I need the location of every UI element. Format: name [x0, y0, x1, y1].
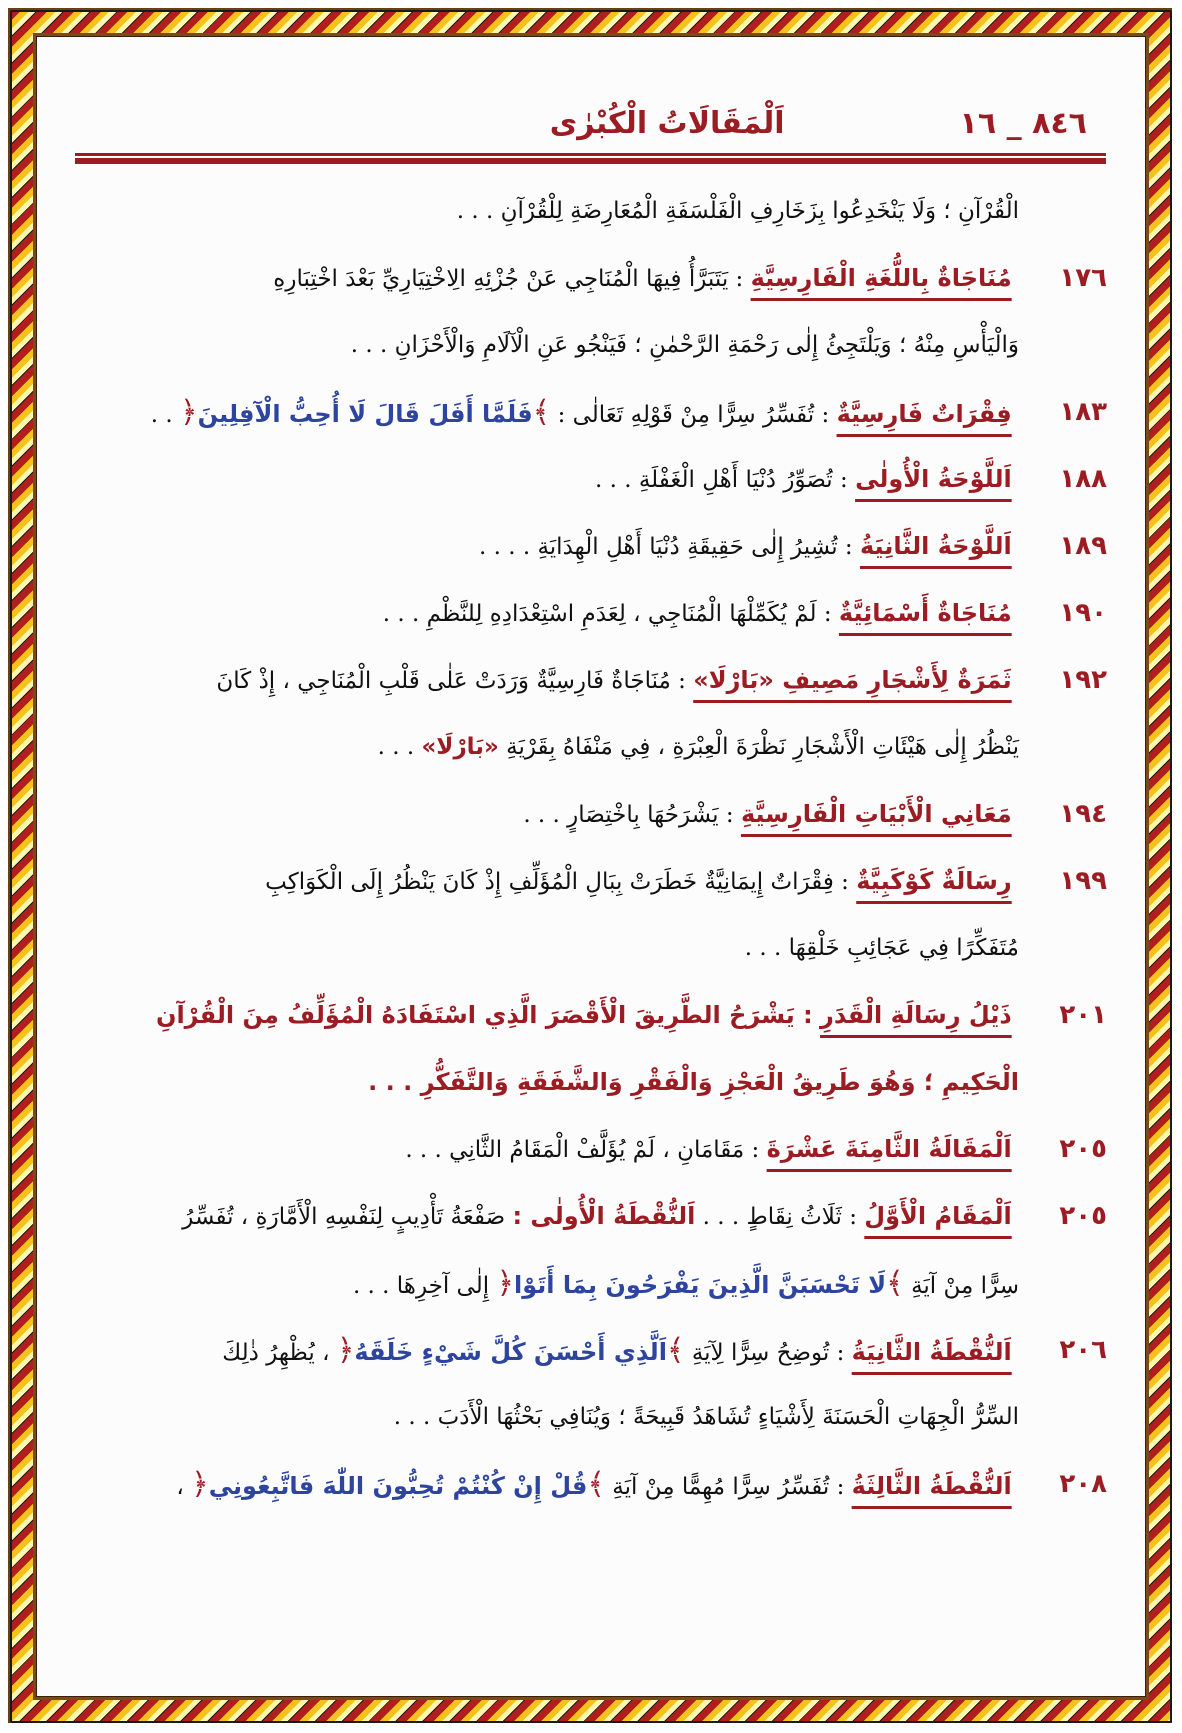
entry-heading: ثَمَرَةٌ لِأَشْجَارِ مَصِيفِ «بَارْلَا» [693, 666, 1012, 694]
entry-page-number: ٢٠٥ [1059, 1201, 1107, 1231]
entry-text: : تُفَسِّرُ سِرًّا مِنْ قَوْلِهِ تَعَالٰى : [557, 402, 830, 428]
entry-text: : مَقَامَانِ ، لَمْ يُؤَلَّفْ الْمَقَامُ الثَّانِي . . . [405, 1137, 760, 1163]
entry-text: يَنْظُرُ إِلٰى هَيْئَاتِ الْأَشْجَارِ نَظْرَةَ الْعِبْرَةِ ، فِي مَنْفَاهُ بِقَرْيَةِ [506, 734, 1019, 760]
entry-text: : تُشِيرُ إِلٰى حَقِيقَةِ دُنْيَا أَهْلِ الْهِدَايَةِ . . . . [478, 534, 853, 560]
entry-text: الْقُرْآنِ ؛ وَلَا يَنْخَدِعُوا بِزَخَارِفِ الْفَلْسَفَةِ الْمُعَارِضَةِ لِلْقُرْآنِ . . . [456, 198, 1019, 224]
book-title: اَلْمَقَالَاتُ الْكُبْرٰى [549, 105, 785, 141]
ayah-close-bracket-icon: ﴿ [179, 395, 198, 430]
entry-201 [75, 982, 1107, 1049]
entry-text: : لَمْ يُكَمِّلْهَا الْمُنَاجِي ، لِعَدَمِ اسْتِعْدَادِهِ لِلنَّظْمِ . . . [382, 601, 832, 627]
entry-text: مُتَفَكِّرًا فِي عَجَائِبِ خَلْقِهَا . . . [744, 935, 1019, 961]
entry-text: : يَتَبَرَّأُ فِيهَا الْمُنَاجِي عَنْ جُزْئِهِ الِاخْتِيَارِيِّ بَعْدَ اخْتِبَارِهِ [273, 266, 744, 292]
entry-page-number: ٢٠٨ [1059, 1469, 1107, 1499]
entry-text: : فِقْرَاتٌ إِيمَانِيَّةٌ خَطَرَتْ بِبَالِ الْمُؤَلِّفِ إِذْ كَانَ يَنْظُرُ إِلَى الْكَوَاكِبِ [265, 869, 849, 895]
entry-page-number: ٢٠٥ [1059, 1134, 1107, 1164]
ayah-open-bracket-icon: ﴾ [587, 1467, 605, 1502]
entry-text: سِرًّا مِنْ آيَةِ [911, 1273, 1019, 1299]
entry-208 [75, 1451, 1107, 1518]
entry-page-number: ٢٠٦ [1059, 1335, 1107, 1365]
ayah-open-bracket-icon: ﴾ [886, 1266, 904, 1301]
index-entries [75, 178, 1107, 1518]
entry-text: الْحَكِيمِ ؛ وَهُوَ طَرِيقُ الْعَجْزِ وَالْفَقْرِ وَالشَّفَقَةِ وَالتَّفَكُّرِ . . . [368, 1068, 1019, 1096]
entry-continuation [75, 178, 1107, 245]
page-number: ٨٤٦ _ ١٦ [959, 105, 1087, 141]
entry-189 [75, 513, 1107, 580]
entry-heading: اَللَّوْحَةُ الثَّانِيَةُ [859, 532, 1012, 560]
place-name-barla: «بَارْلَا» [421, 734, 499, 760]
header-rule-thick [75, 158, 1106, 164]
entry-text: : تُوضِحُ سِرًّا لِآيَةِ [691, 1340, 845, 1366]
entry-page-number: ٢٠١ [1059, 1000, 1107, 1030]
entry-heading: ذَيْلُ رِسَالَةِ الْقَدَرِ [820, 1001, 1012, 1029]
entry-201-line-2 [75, 1049, 1107, 1116]
entry-page-number: ١٨٩ [1059, 531, 1107, 561]
entry-text-after: إِلٰى آخِرِهَا . . . [352, 1273, 490, 1299]
entry-205-line-2 [75, 1250, 1107, 1317]
entry-heading: مَعَانِي الْأَبْيَاتِ الْفَارِسِيَّةِ [740, 800, 1012, 828]
entry-194 [75, 781, 1107, 848]
entry-183 [75, 379, 1107, 446]
quran-verse: اَلَّذِي أَحْسَنَ كُلَّ شَيْءٍ خَلَقَهُ [354, 1338, 667, 1366]
entry-heading: اَللَّوْحَةُ الْأُولٰى [855, 465, 1012, 493]
entry-page-number: ١٩٢ [1059, 665, 1107, 695]
ayah-close-bracket-icon: ﴿ [496, 1266, 515, 1301]
page-header [75, 98, 1107, 148]
entry-text: : تُفَسِّرُ سِرًّا مُهِمًّا مِنْ آيَةِ [612, 1474, 845, 1500]
ayah-open-bracket-icon: ﴾ [532, 395, 551, 430]
entry-206-line-2 [75, 1384, 1107, 1451]
entry-205-article [75, 1116, 1107, 1183]
entry-text: وَالْيَأْسِ مِنْهُ ؛ وَيَلْتَجِئُ إِلٰى رَحْمَةِ الرَّحْمٰنِ ؛ فَيَنْجُو عَنِ الْآلَامِ وَالْأَحْزَانِ . . . [350, 332, 1019, 358]
entry-176-line-2 [75, 312, 1107, 379]
entry-page-number: ١٩٩ [1059, 866, 1107, 896]
quran-verse: فَلَمَّا أَفَلَ قَالَ لَا أُحِبُّ الْآفِلِينَ [197, 400, 533, 428]
quran-verse: لَا تَحْسَبَنَّ الَّذِينَ يَفْرَحُونَ بِمَا أَتَوْا [514, 1271, 887, 1299]
entry-192 [75, 647, 1107, 714]
ayah-close-bracket-icon: ﴿ [336, 1333, 355, 1368]
ayah-open-bracket-icon: ﴾ [666, 1333, 685, 1368]
entry-text: : يَشْرَحُهَا بِاخْتِصَارٍ . . . [523, 802, 734, 828]
entry-page-number: ١٨٨ [1059, 464, 1107, 494]
entry-206 [75, 1317, 1107, 1384]
entry-page-number: ١٧٦ [1059, 263, 1107, 293]
entry-heading: اَلنُّقْطَةُ الثَّانِيَةُ [851, 1338, 1012, 1366]
ayah-close-bracket-icon: ﴿ [191, 1467, 209, 1502]
entry-text-after: ، يُظْهِرُ ذٰلِكَ [222, 1340, 330, 1366]
entry-page-number: ١٩٤ [1059, 799, 1107, 829]
entry-text: : ثَلَاثُ نِقَاطٍ . . . [702, 1204, 857, 1230]
entry-text: السِّرُّ الْجِهَاتِ الْحَسَنَةَ لِأَشْيَاءٍ تُشَاهَدُ قَبِيحَةً ؛ وَيُنَافِي بَحْثُهَا الْأَدَبَ . . . [393, 1404, 1019, 1430]
entry-heading: اَلنُّقْطَةُ الثَّالِثَةُ [851, 1472, 1012, 1500]
entry-188 [75, 446, 1107, 513]
entry-text-after: . . . [377, 734, 415, 760]
entry-190 [75, 580, 1107, 647]
entry-heading: مُنَاجَاةٌ بِاللُّغَةِ الْفَارِسِيَّةِ [750, 264, 1012, 292]
entry-192-line-2 [75, 714, 1107, 781]
entry-subheading: اَلنُّقْطَةُ الْأُولٰى : [512, 1202, 696, 1230]
entry-page-number: ١٩٠ [1059, 598, 1107, 628]
entry-heading: مُنَاجَاةٌ أَسْمَائِيَّةٌ [838, 599, 1012, 627]
entry-199-line-2 [75, 915, 1107, 982]
quran-verse: قُلْ إِنْ كُنْتُمْ تُحِبُّونَ اللّٰهَ فَاتَّبِعُونِي [208, 1472, 588, 1500]
entry-heading: فِقْرَاتٌ فَارِسِيَّةٌ [836, 400, 1012, 428]
entry-text: : يَشْرَحُ الطَّرِيقَ الْأَقْصَرَ الَّذِي اسْتَفَادَهُ الْمُؤَلِّفُ مِنَ الْقُرْآنِ [155, 1001, 813, 1029]
entry-text-after: . . [150, 402, 173, 428]
entry-text: : مُنَاجَاةٌ فَارِسِيَّةٌ وَرَدَتْ عَلٰى قَلْبِ الْمُنَاجِي ، إِذْ كَانَ [216, 668, 686, 694]
entry-heading: رِسَالَةٌ كَوْكَبِيَّةٌ [856, 867, 1012, 895]
header-rule [75, 153, 1106, 163]
entry-text: صَفْعَةُ تَأْدِيبٍ لِنَفْسِهِ الْأَمَّارَةِ ، تُفَسِّرُ [182, 1204, 506, 1230]
entry-176 [75, 245, 1107, 312]
entry-text-after: ، [176, 1474, 184, 1500]
entry-205-first-station [75, 1183, 1107, 1250]
entry-heading: اَلْمَقَامُ الْأَوَّلُ [864, 1202, 1012, 1230]
entry-199 [75, 848, 1107, 915]
header-rule-thin [75, 153, 1106, 156]
entry-page-number: ١٨٣ [1059, 397, 1107, 427]
entry-heading: اَلْمَقَالَةُ الثَّامِنَةَ عَشْرَةَ [766, 1135, 1012, 1163]
entry-text: : تُصَوِّرُ دُنْيَا أَهْلِ الْغَفْلَةِ . . . [594, 467, 848, 493]
